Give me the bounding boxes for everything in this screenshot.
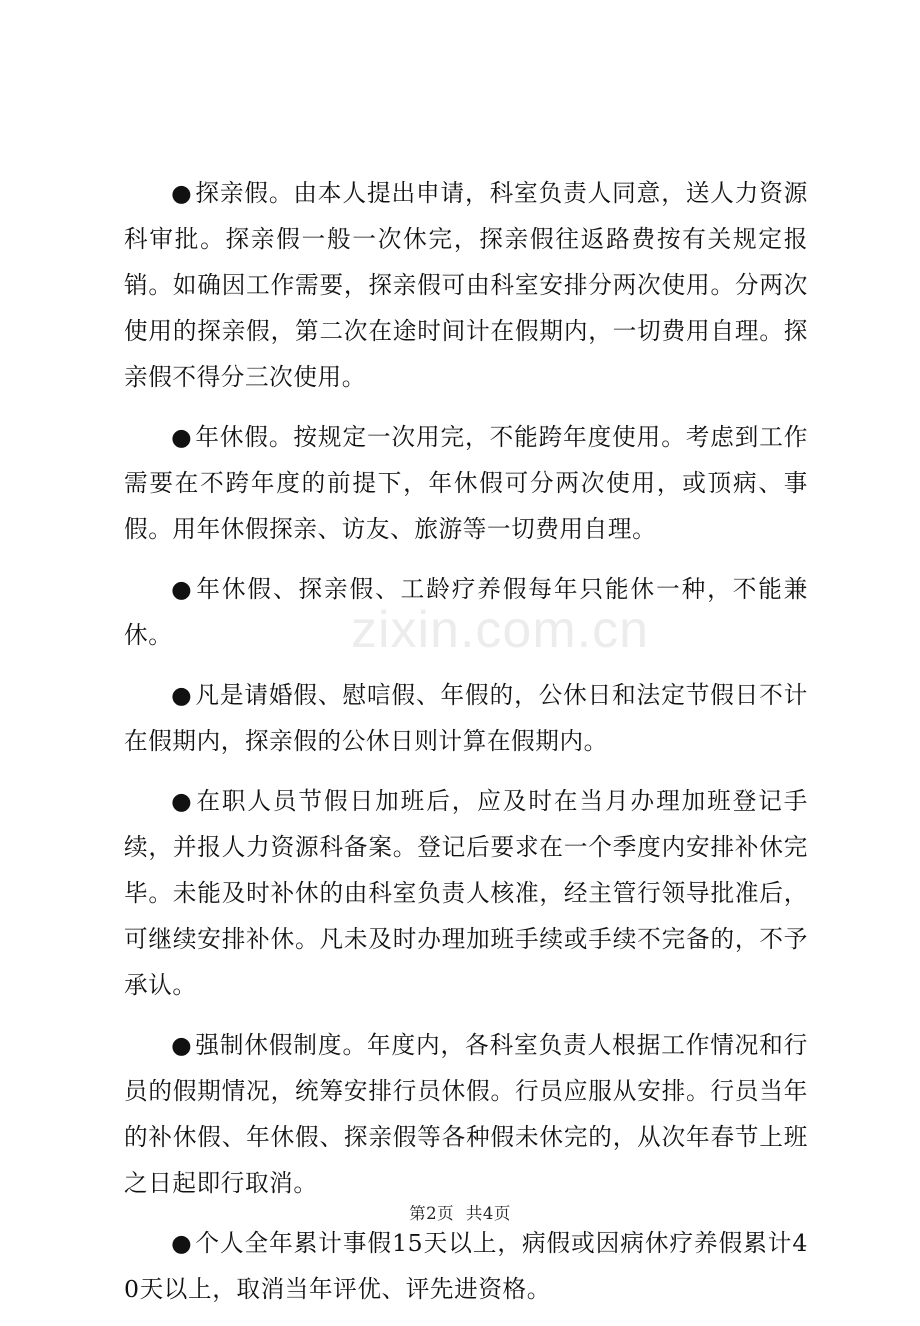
paragraph-evaluation <box>124 1220 808 1312</box>
paragraph-text: 探亲假。由本人提出申请，科室负责人同意，送人力资源科审批。探亲假一般一次休完，探亲假往返路费按有关规定报销。如确因工作需要，探亲假可由科室安排分两次使用。分两次使用的探亲假，第二次在途时间计在假期内，一切费用自理。探亲假不得分三次使用。 <box>124 179 808 391</box>
bullet-icon: ● <box>171 179 193 207</box>
paragraph-text: 年休假、探亲假、工龄疗养假每年只能休一种，不能兼休。 <box>124 575 808 649</box>
page-number: 第2页 <box>409 1204 455 1223</box>
page-footer <box>0 1200 920 1224</box>
bullet-icon: ● <box>171 423 193 451</box>
bullet-icon: ● <box>171 681 193 709</box>
paragraph-home-leave <box>124 170 808 400</box>
paragraph-leave-exclusive <box>124 566 808 658</box>
page-total: 共4页 <box>465 1204 511 1223</box>
paragraph-holiday-counting <box>124 672 808 764</box>
paragraph-text: 年休假。按规定一次用完，不能跨年度使用。考虑到工作需要在不跨年度的前提下，年休假可分两次使用，或顶病、事假。用年休假探亲、访友、旅游等一切费用自理。 <box>124 423 808 543</box>
document-body <box>124 170 808 1326</box>
paragraph-overtime <box>124 778 808 1008</box>
bullet-icon: ● <box>171 787 193 815</box>
paragraph-text: 个人全年累计事假15天以上，病假或因病休疗养假累计40天以上，取消当年评优、评先进资格。 <box>124 1229 808 1303</box>
bullet-icon: ● <box>171 575 193 603</box>
bullet-icon: ● <box>171 1229 193 1257</box>
paragraph-text: 凡是请婚假、慰唁假、年假的，公休日和法定节假日不计在假期内，探亲假的公休日则计算在假期内。 <box>124 681 808 755</box>
paragraph-text: 强制休假制度。年度内，各科室负责人根据工作情况和行员的假期情况，统筹安排行员休假。行员应服从安排。行员当年的补休假、年休假、探亲假等各种假未休完的，从次年春节上班之日起即行取消。 <box>124 1031 808 1197</box>
bullet-icon: ● <box>171 1031 193 1059</box>
paragraph-annual-leave <box>124 414 808 552</box>
paragraph-text: 在职人员节假日加班后，应及时在当月办理加班登记手续，并报人力资源科备案。登记后要求在一个季度内安排补休完毕。未能及时补休的由科室负责人核准，经主管行领导批准后，可继续安排补休。凡未及时办理加班手续或手续不完备的，不予承认。 <box>124 787 808 999</box>
paragraph-mandatory-leave <box>124 1022 808 1206</box>
watermark: zixin.com.cn <box>350 601 650 659</box>
